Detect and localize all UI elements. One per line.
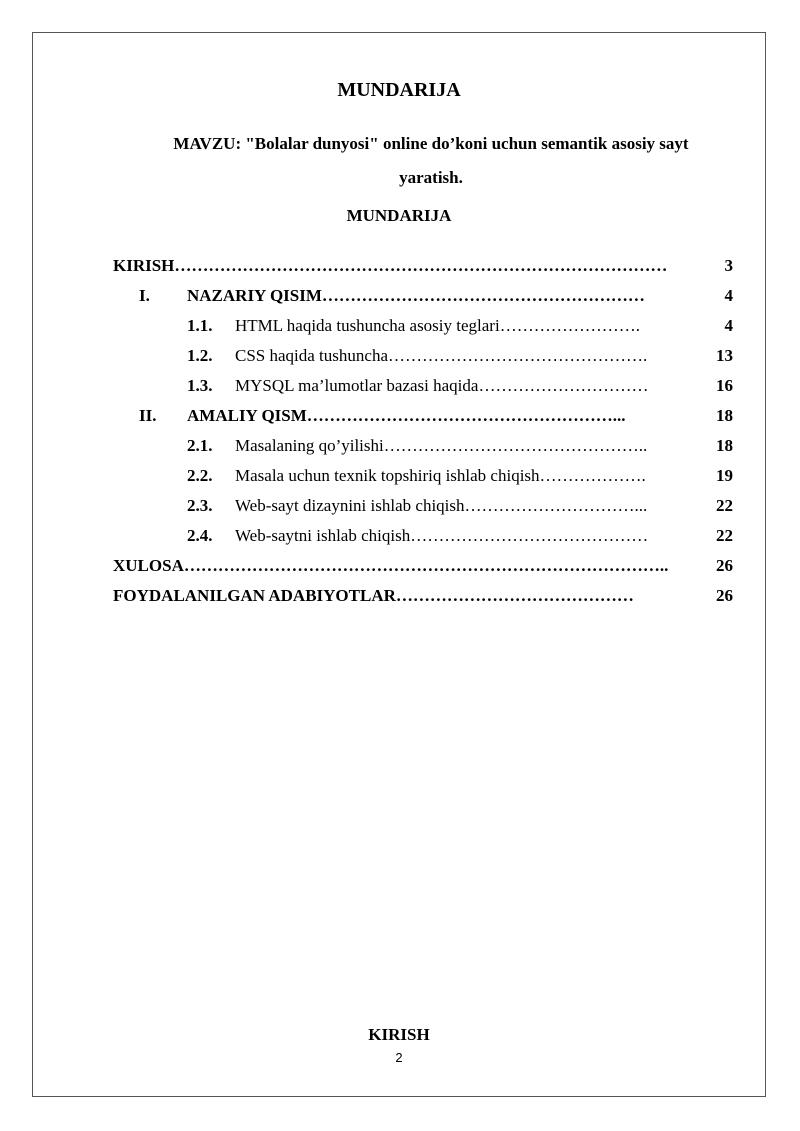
toc-entry-title: Web-sayt dizaynini ishlab chiqish…………………………... xyxy=(235,496,648,515)
toc-entry-page: 26 xyxy=(716,556,733,575)
toc-entry-page: 4 xyxy=(724,316,733,335)
toc-entry-title: Masala uchun texnik topshiriq ishlab chiqish………………. xyxy=(235,466,646,485)
page-title: MUNDARIJA xyxy=(337,79,461,101)
toc-entry-number: 1.1. xyxy=(187,316,213,335)
toc-entry-number: 2.1. xyxy=(187,436,213,455)
document-page xyxy=(32,32,766,1097)
toc-entry-foydalanilgan-adabiyotlar[interactable] xyxy=(113,581,733,611)
toc-entry-nazariy-qisim[interactable] xyxy=(113,281,733,311)
toc-entry-2-4[interactable] xyxy=(113,521,733,551)
toc-entry-title: Masalaning qo’yilishi……………………………………….. xyxy=(235,436,648,455)
toc-heading: MUNDARIJA xyxy=(346,206,452,225)
toc-entry-page: 22 xyxy=(716,526,733,545)
toc-entry-2-1[interactable] xyxy=(113,431,733,461)
toc-entry-title: MYSQL ma’lumotlar bazasi haqida………………………… xyxy=(235,376,649,395)
toc-entry-2-2[interactable] xyxy=(113,461,733,491)
toc-entry-page: 3 xyxy=(724,256,733,275)
toc-entry-page: 19 xyxy=(716,466,733,485)
toc-entry-xulosa[interactable] xyxy=(113,551,733,581)
toc-entry-title: AMALIY QISM………………………………………………... xyxy=(187,406,626,425)
toc-entry-number: 2.3. xyxy=(187,496,213,515)
toc-entry-title: Web-saytni ishlab chiqish…………………………………… xyxy=(235,526,649,545)
toc-entry-number: I. xyxy=(139,286,150,305)
toc-entry-2-3[interactable] xyxy=(113,491,733,521)
toc-entry-page: 13 xyxy=(716,346,733,365)
toc-entry-1-2[interactable] xyxy=(113,341,733,371)
toc-entry-page: 22 xyxy=(716,496,733,515)
toc-entry-amaliy-qism[interactable] xyxy=(113,401,733,431)
toc-entry-1-3[interactable] xyxy=(113,371,733,401)
toc-entry-page: 26 xyxy=(716,586,733,605)
toc-entry-kirish[interactable] xyxy=(113,251,733,281)
toc-entry-title: XULOSA………………………………………………………………………….. xyxy=(113,556,669,575)
topic-heading: MAVZU: "Bolalar dunyosi" online do’koni uchun semantik asosiy sayt yaratish. xyxy=(173,134,689,187)
toc-entry-page: 4 xyxy=(724,286,733,305)
toc-entry-number: 2.2. xyxy=(187,466,213,485)
toc-entry-page: 18 xyxy=(716,406,733,425)
toc-entry-title: KIRISH…………………………………………………………………………… xyxy=(113,256,668,275)
toc-entry-title: FOYDALANILGAN ADABIYOTLAR…………………………………… xyxy=(113,586,634,605)
toc-entry-number: 2.4. xyxy=(187,526,213,545)
toc-entry-number: 1.3. xyxy=(187,376,213,395)
next-section-heading: KIRISH xyxy=(368,1025,430,1044)
table-of-contents xyxy=(113,251,733,611)
toc-entry-number: 1.2. xyxy=(187,346,213,365)
toc-entry-page: 16 xyxy=(716,376,733,395)
toc-entry-title: HTML haqida tushuncha asosiy teglari……………………. xyxy=(235,316,640,335)
page-number: 2 xyxy=(395,1050,403,1065)
toc-entry-title: CSS haqida tushuncha………………………………………. xyxy=(235,346,648,365)
toc-entry-number: II. xyxy=(139,406,157,425)
toc-entry-title: NAZARIY QISIM………………………………………………… xyxy=(187,286,645,305)
toc-entry-1-1[interactable] xyxy=(113,311,733,341)
toc-entry-page: 18 xyxy=(716,436,733,455)
